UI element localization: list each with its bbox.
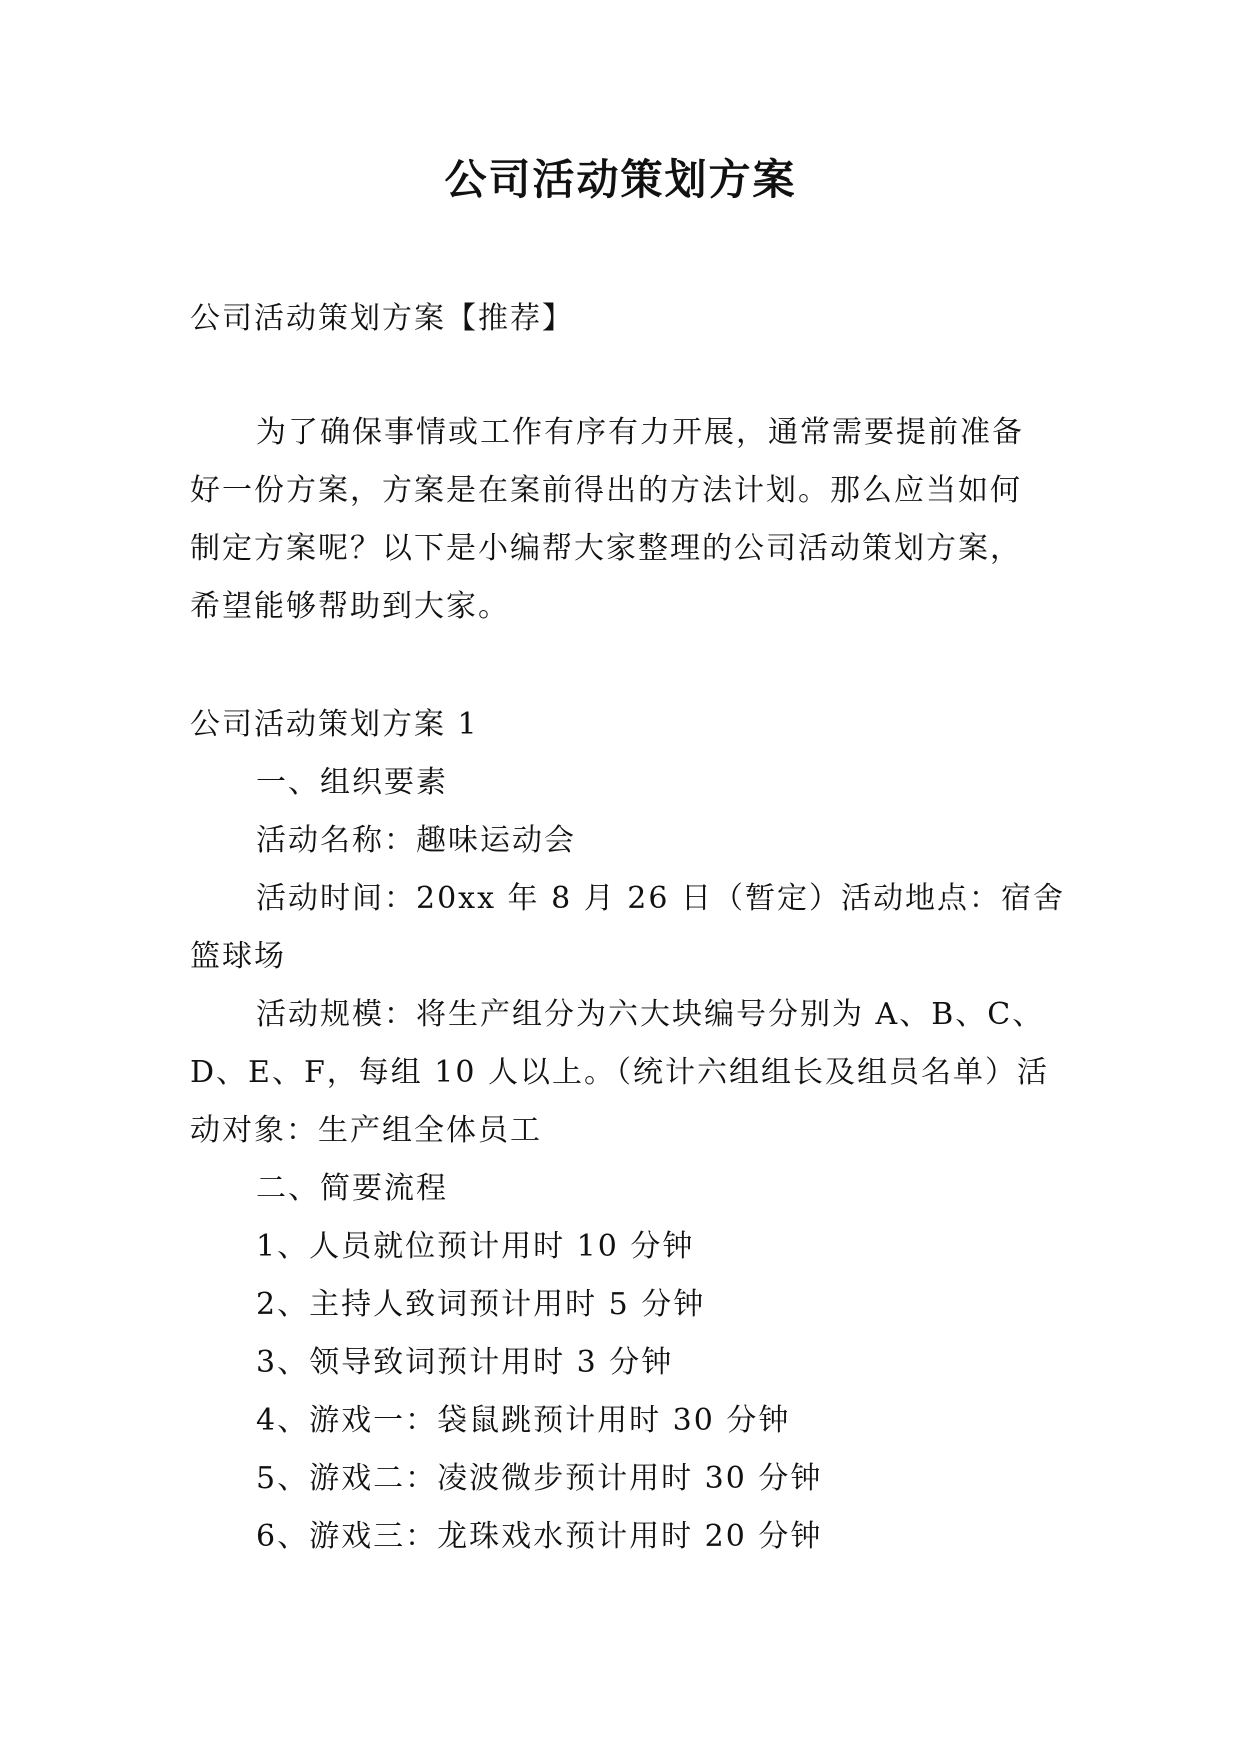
document-subtitle: 公司活动策划方案【推荐】 — [190, 301, 574, 336]
activity-time-line: 活动时间：20xx 年 8 月 26 日（暂定）活动地点：宿舍 — [256, 881, 1065, 916]
plan-section — [190, 696, 1065, 1566]
flow-item: 2、主持人致词预计用时 5 分钟 — [256, 1287, 706, 1322]
flow-item: 1、人员就位预计用时 10 分钟 — [256, 1229, 695, 1264]
activity-time-line: 篮球场 — [190, 939, 286, 974]
plan-heading: 公司活动策划方案 1 — [190, 707, 479, 742]
flow-item: 4、游戏一：袋鼠跳预计用时 30 分钟 — [256, 1403, 791, 1438]
flow-item: 6、游戏三：龙珠戏水预计用时 20 分钟 — [256, 1519, 823, 1554]
flow-item: 5、游戏二：凌波微步预计用时 30 分钟 — [256, 1461, 823, 1496]
activity-scale-line: D、E、F，每组 10 人以上。（统计六组组长及组员名单）活 — [190, 1055, 1050, 1090]
activity-name: 活动名称：趣味运动会 — [256, 823, 576, 858]
intro-paragraph — [190, 404, 1070, 636]
document-title: 公司活动策划方案 — [444, 155, 797, 204]
org-heading: 一、组织要素 — [256, 765, 448, 800]
flow-item: 3、领导致词预计用时 3 分钟 — [256, 1345, 674, 1380]
activity-scale-line: 动对象：生产组全体员工 — [190, 1113, 542, 1148]
activity-scale-line: 活动规模：将生产组分为六大块编号分别为 A、B、C、 — [256, 997, 1045, 1032]
flow-heading: 二、简要流程 — [256, 1171, 448, 1206]
intro-line: 制定方案呢？以下是小编帮大家整理的公司活动策划方案， — [190, 531, 1022, 566]
intro-line: 希望能够帮助到大家。 — [190, 589, 510, 624]
intro-line: 好一份方案，方案是在案前得出的方法计划。那么应当如何 — [190, 473, 1022, 508]
intro-line: 为了确保事情或工作有序有力开展，通常需要提前准备 — [256, 415, 1024, 450]
